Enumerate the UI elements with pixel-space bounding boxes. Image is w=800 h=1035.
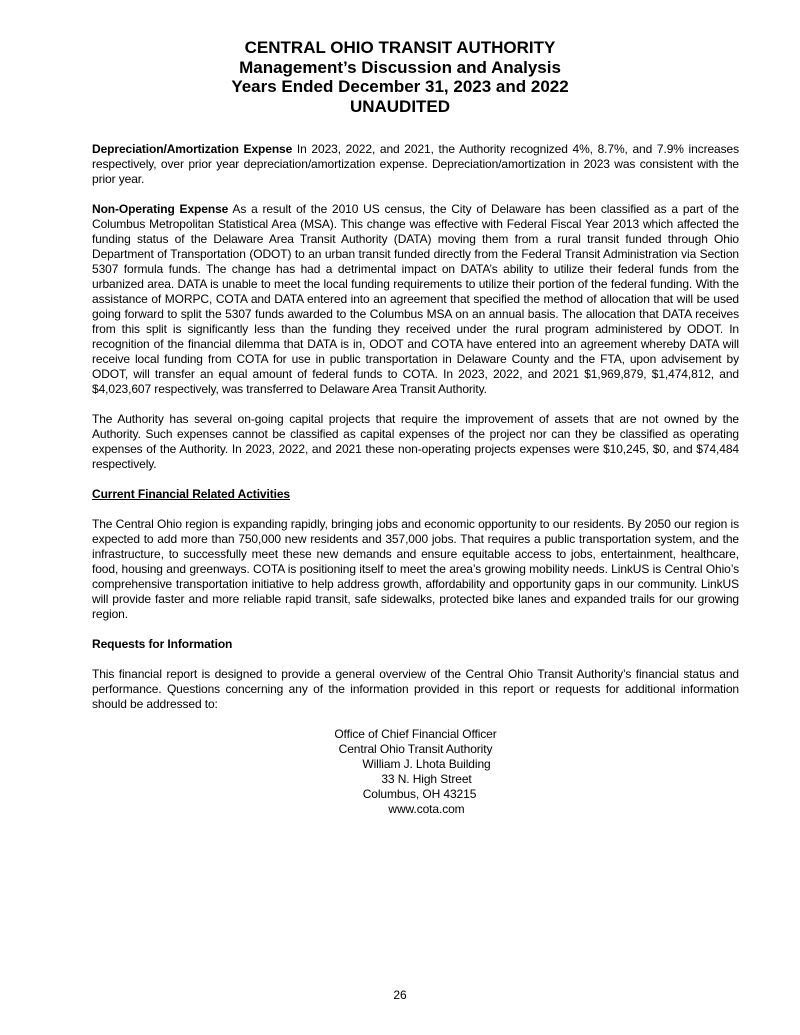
non-operating-text: As a result of the 2010 US census, the City of Delaware has been classified as a part of the Columbus Metropolitan Statistical Area (MSA). This change was effective with Federal Fiscal Year 2013 which affected the funding status of the Delaware Area Transit Authority (DATA) moving them from a rural transit funded through Ohio Department of Transportation (ODOT) to an urban transit funded directly from the Federal Transit Administration via Section 5307 formula funds. The change has had a detrimental impact on DATA’s ability to utilize their federal funds from the urbanized area. DATA is unable to meet the local funding requirements to utilize their portion of the federal funding. With the assistance of MORPC, COTA and DATA entered into an agreement that specified the method of allocation that will be used going forward to split the 5307 funds awarded to the Columbus MSA on an annual basis. The allocation that DATA receives from this split is significantly less than the funding they received under the rural program administered by ODOT. In recognition of the financial dilemma that DATA is in, ODOT and COTA have entered into an agreement whereby DATA will receive local funding from COTA for use in public transportation in Delaware County and the FTA, upon advisement by ODOT, will transfer an equal amount of federal funds to COTA. In 2023, 2022, and 2021 $1,969,879, $1,474,812, and $4,023,607 respectively, was transferred to Delaware Area Transit Authority.: [92, 202, 739, 396]
header-unaudited: UNAUDITED: [349, 96, 451, 116]
requests-paragraph: This financial report is designed to provide a general overview of the Central Ohio Transit Authority’s financial status and performance. Questions concerning any of the information provided in this report or requests for additional information should be addressed to:: [92, 667, 739, 711]
header-report-title: Management’s Discussion and Analysis: [239, 57, 561, 77]
capital-projects-paragraph: The Authority has several on-going capital projects that require the improvement of assets that are not owned by the Authority. Such expenses cannot be classified as capital expenses of the project nor can they be classified as operating expenses of the Authority. In 2023, 2022, and 2021 these non-operating projects expenses were $10,245, $0, and $74,484 respectively.: [92, 412, 739, 471]
header-organization: CENTRAL OHIO TRANSIT AUTHORITY: [244, 38, 556, 57]
document-body: [92, 142, 739, 817]
address-street: 33 N. High Street: [381, 772, 472, 786]
header-years: Years Ended December 31, 2023 and 2022: [231, 77, 569, 96]
contact-address: [92, 727, 739, 817]
current-activities-heading: Current Financial Related Activities: [92, 487, 291, 501]
depreciation-text: In 2023, 2022, and 2021, the Authority recognized 4%, 8.7%, and 7.9% increases respectively, over prior year depreciation/amortization expense. Depreciation/amortization in 2023 was consistent with the prior year.: [92, 142, 740, 186]
depreciation-paragraph: [92, 142, 739, 187]
current-activities-paragraph: The Central Ohio region is expanding rapidly, bringing jobs and economic opportunity to our residents. By 2050 our region is expected to add more than 750,000 new residents and 357,000 jobs. That requires a public transportation system, and the infrastructure, to successfully meet these new demands and ensure equitable access to jobs, entertainment, healthcare, food, housing and greenways. COTA is positioning itself to meet the area’s growing mobility needs. LinkUS is Central Ohio’s comprehensive transportation initiative to help address growth, affordability and opportunity gaps in our community. LinkUS will provide faster and more reliable rapid transit, safe sidewalks, protected bike lanes and expanded trails for our growing region.: [92, 517, 739, 621]
requests-heading: Requests for Information: [92, 637, 233, 651]
page-number: 26: [393, 988, 407, 1002]
address-building: William J. Lhota Building: [362, 757, 491, 771]
address-city: Columbus, OH 43215: [362, 787, 477, 801]
page-header: [0, 38, 800, 116]
non-operating-lead: Non-Operating Expense: [92, 202, 229, 216]
depreciation-lead: Depreciation/Amortization Expense: [92, 142, 293, 156]
address-office: Office of Chief Financial Officer: [334, 727, 497, 741]
non-operating-paragraph: [92, 202, 739, 397]
address-website: www.cota.com: [388, 802, 465, 816]
address-organization: Central Ohio Transit Authority: [338, 742, 493, 756]
